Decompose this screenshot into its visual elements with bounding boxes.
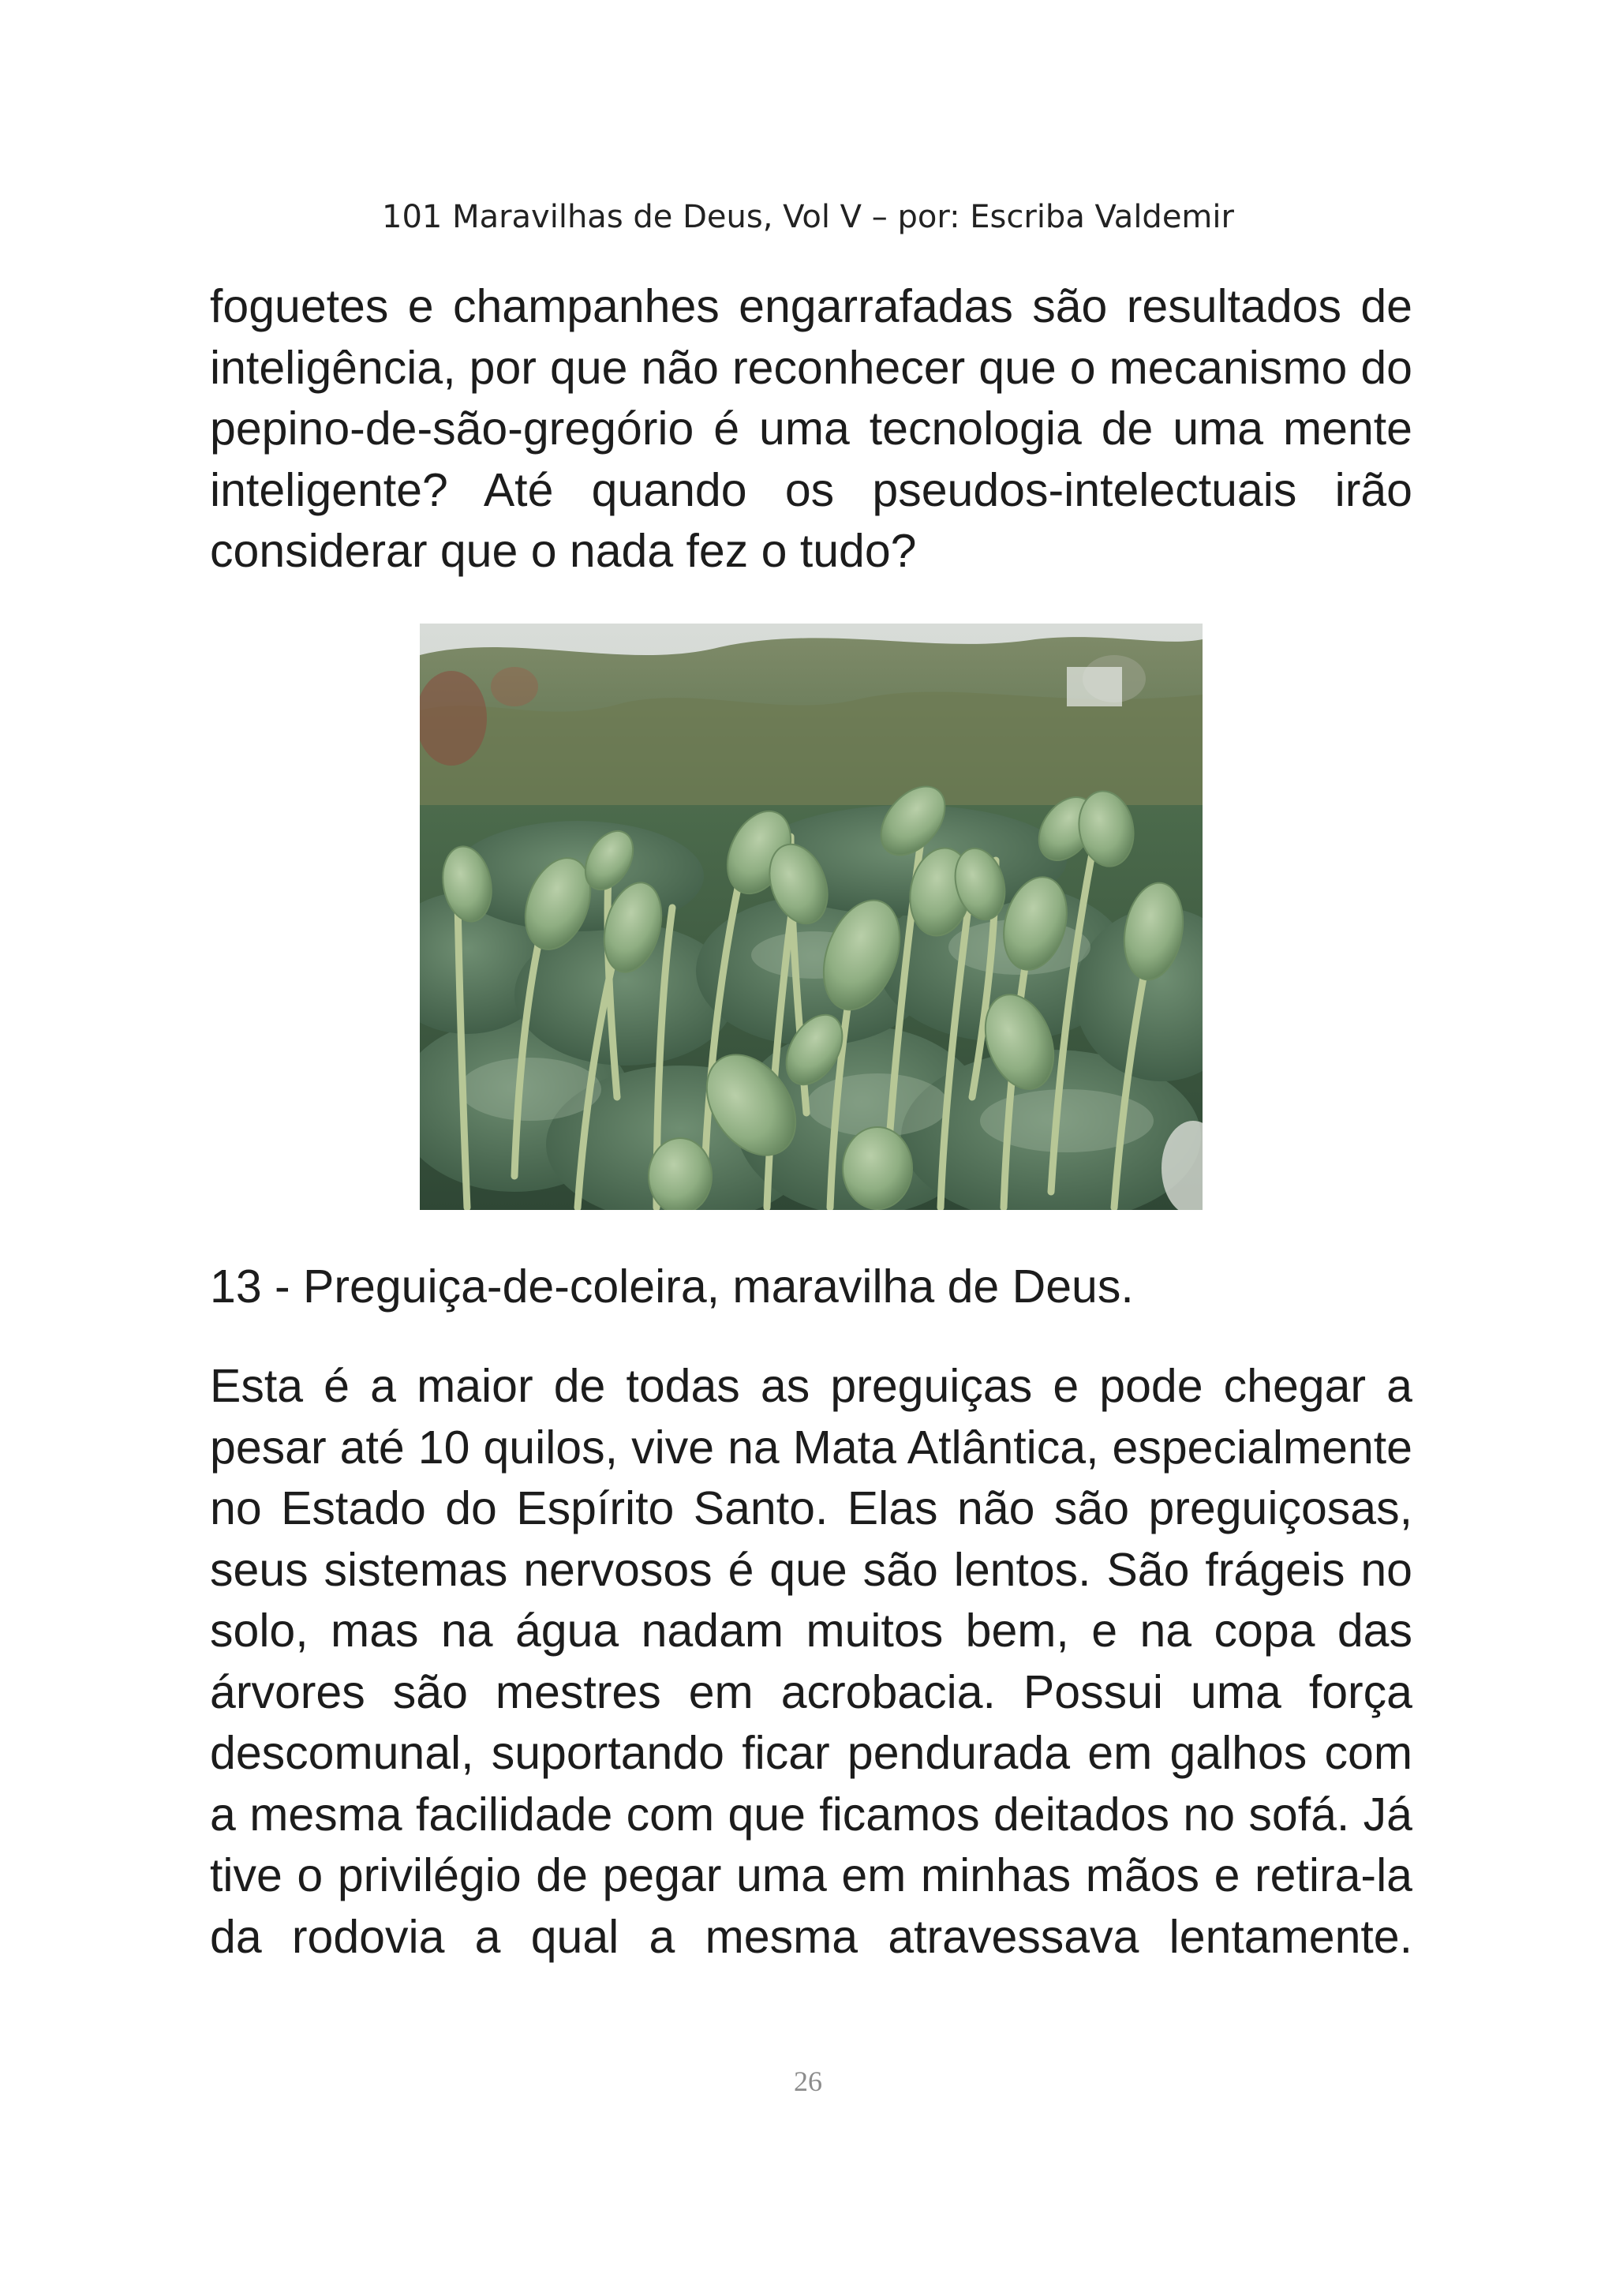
running-header: 101 Maravilhas de Deus, Vol V – por: Escriba Valdemir (382, 199, 1234, 235)
section-heading: 13 - Preguiça-de-coleira, maravilha de Deus. (210, 1260, 1134, 1313)
photo-squirting-cucumber-plants (420, 624, 1203, 1210)
body-paragraph-2: Esta é a maior de todas as preguiças e pode chegar a pesar até 10 quilos, vive na Mata Atlântica, especialmente no Estado do Espírito Santo. Elas não são preguiçosas, seus sistemas nervosos é que são lentos. São frágeis no solo, mas na água nadam muitos bem, e na copa das árvores são mestres em acrobacia. Possui uma força descomunal, suportando ficar pendurada em galhos com a mesma facilidade com que ficamos deitados no sofá. Já tive o privilégio de pegar uma em minhas mãos e retira-la da rodovia a qual a mesma atravessava lentamente. (210, 1360, 1412, 1963)
body-paragraph-1: foguetes e champanhes engarrafadas são resultados de inteligência, por que não reconhecer que o mecanismo do pepino-de-são-gregório é uma tecnologia de uma mente inteligente? Até quando os pseudos-intelectuais irão considerar que o nada fez o tudo? (210, 280, 1412, 577)
page-number: 26 (794, 2066, 822, 2097)
